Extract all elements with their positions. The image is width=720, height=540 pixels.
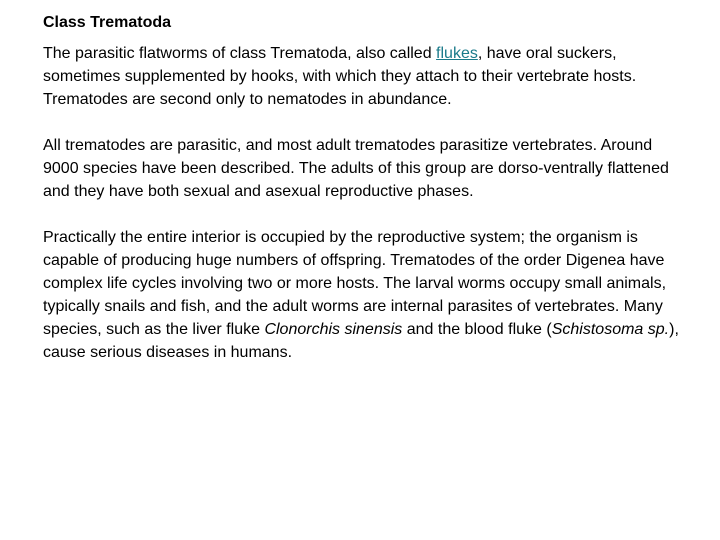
flukes-link[interactable]: flukes [436,45,478,62]
paragraph-life-cycle-text-b: and the blood fluke ( [402,321,552,338]
page-title: Class Trematoda [43,14,172,31]
paragraph-biology: All trematodes are parasitic, and most adult trematodes parasitize vertebrates. Around 9000 species have been described. The adults of this group are dorso-ventrally flattened and they have both sexual and asexual reproductive phases. [43,137,669,200]
species-clonorchis: Clonorchis sinensis [264,321,403,338]
paragraph-intro [43,42,683,111]
paragraph-intro-text-start: The parasitic flatworms of class Trematoda, also called [43,45,437,62]
paragraph-intro-text-end: , have oral suckers, sometimes supplemented by hooks, with which they attach to their vertebrate hosts. Trematodes are second only to nematodes in abundance. [43,45,637,108]
species-schistosoma: Schistosoma sp. [551,321,670,338]
document-body [43,13,683,387]
paragraph-life-cycle-text-c: ), cause serious diseases in humans. [43,321,679,361]
paragraph-life-cycle-text-a: Practically the entire interior is occupied by the reproductive system; the organism is capable of producing huge numbers of offspring. Trematodes of the order Digenea have complex life cycles involving two or more hosts. The larval worms occupy small animals, typically snails and fish, and the adult worms are internal parasites of vertebrates. Many species, such as the liver fluke [43,229,667,338]
paragraph-life-cycle [43,226,683,364]
